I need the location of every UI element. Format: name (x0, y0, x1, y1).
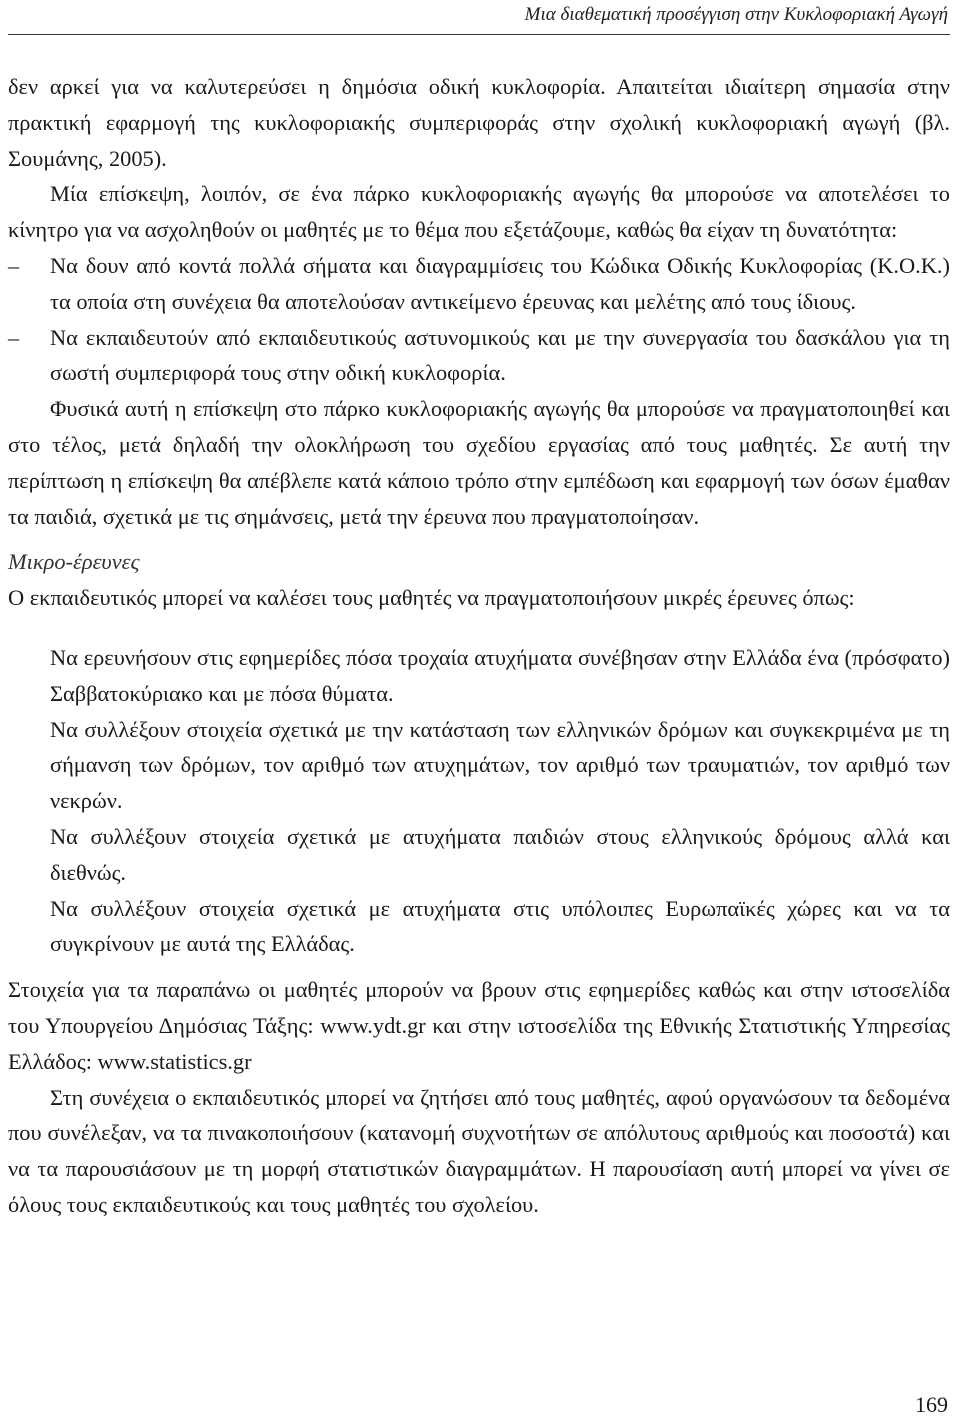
paragraph-next-steps: Στη συνέχεια ο εκπαιδευτικός μπορεί να ζητήσει από τους μαθητές, αφού οργανώσουν τα δεδομένα που συνέλεξαν, να τα πινακοποιήσουν (κατανομή συχνοτήτων σε απόλυτους αριθμούς και ποσοστά) και να τα παρουσιάσουν με τη μορφή στατιστικών διαγραμμάτων. Η παρουσίαση αυτή μπορεί να γίνει σε όλους τους εκπαιδευτικούς και τους μαθητές του σχολείου. (8, 1084, 950, 1217)
section-heading: Μικρο-έρευνες (8, 549, 140, 575)
paragraph-visit: Μία επίσκεψη, λοιπόν, σε ένα πάρκο κυκλοφοριακής αγωγής θα μπορούσε να αποτελέσει το κίνητρο για να ασχοληθούν οι μαθητές με το θέμα που εξετάζουμε, καθώς θα είχαν τη δυνατότητα: (8, 181, 950, 243)
paragraph-sources: Στοιχεία για τα παραπάνω οι μαθητές μπορούν να βρουν στις εφημερίδες καθώς και στην ιστοσελίδα του Υπουργείου Δημόσιας Τάξης: www.ydt.gr και στην ιστοσελίδα της Εθνικής Στατιστικής Υπηρεσίας Ελλάδος: www.statistics.gr (8, 977, 950, 1074)
paragraph-intro: δεν αρκεί για να καλυτερεύσει η δημόσια οδική κυκλοφορία. Απαιτείται ιδιαίτερη σημασία στην πρακτική εφαρμογή της κυκλοφοριακής συμπεριφοράς στην σχολική κυκλοφοριακή αγωγή (βλ. Σουμάνης, 2005). (8, 74, 950, 171)
dash-marker: – (8, 252, 20, 278)
header-rule (8, 34, 950, 35)
paragraph-naturally: Φυσικά αυτή η επίσκεψη στο πάρκο κυκλοφοριακής αγωγής θα μπορούσε να πραγματοποιηθεί και στο τέλος, μετά δηλαδή την ολοκλήρωση του σχεδίου εργασίας από τους μαθητές. Σε αυτή την περίπτωση η επίσκεψη θα απέβλεπε κατά κάποιο τρόπο στην εμπέδωση και εφαρμογή των όσων έμαθαν τα παιδιά, σχετικά με τις σημάνσεις, μετά την έρευνα που πραγματοποίησαν. (8, 396, 950, 529)
bullet-text: Να εκπαιδευτούν από εκπαιδευτικούς αστυνομικούς και με την συνεργασία του δασκάλου για τη σωστή συμπεριφορά τους στην οδική κυκλοφορία. (50, 324, 950, 386)
bullet-text: Να δουν από κοντά πολλά σήματα και διαγραμμίσεις του Κώδικα Οδικής Κυκλοφορίας (Κ.Ο.Κ.) τα οποία στη συνέχεια θα αποτελούσαν αντικείμενο έρευνας και μελέτης από τους ίδιους. (50, 252, 950, 314)
bullet-item (8, 248, 950, 320)
paragraph-microresearch: Ο εκπαιδευτικός μπορεί να καλέσει τους μαθητές να πραγματοποιήσουν μικρές έρευνες όπως: (8, 585, 855, 611)
running-title: Μια διαθεματική προσέγγιση στην Κυκλοφοριακή Αγωγή (524, 4, 948, 25)
list-item: Να συλλέξουν στοιχεία σχετικά με ατυχήματα παιδιών στους ελληνικούς δρόμους αλλά και διεθνώς. (50, 823, 950, 885)
page-body (8, 69, 950, 1223)
list-item: Να ερευνήσουν στις εφημερίδες πόσα τροχαία ατυχήματα συνέβησαν στην Ελλάδα ένα (πρόσφατο) Σαββατοκύριακο και με πόσα θύματα. (50, 644, 950, 706)
research-list (8, 640, 950, 962)
bullet-item (8, 320, 950, 392)
list-item: Να συλλέξουν στοιχεία σχετικά με την κατάσταση των ελληνικών δρόμων και συγκεκριμένα με τη σήμανση των δρόμων, τον αριθμό των ατυχημάτων, τον αριθμό των τραυματιών, τον αριθμό των νεκρών. (50, 716, 950, 814)
list-item: Να συλλέξουν στοιχεία σχετικά με ατυχήματα στις υπόλοιπες Ευρωπαϊκές χώρες και να τα συγκρίνουν με αυτά της Ελλάδας. (50, 895, 950, 957)
dash-marker: – (8, 324, 20, 350)
page-number: 169 (915, 1392, 948, 1417)
